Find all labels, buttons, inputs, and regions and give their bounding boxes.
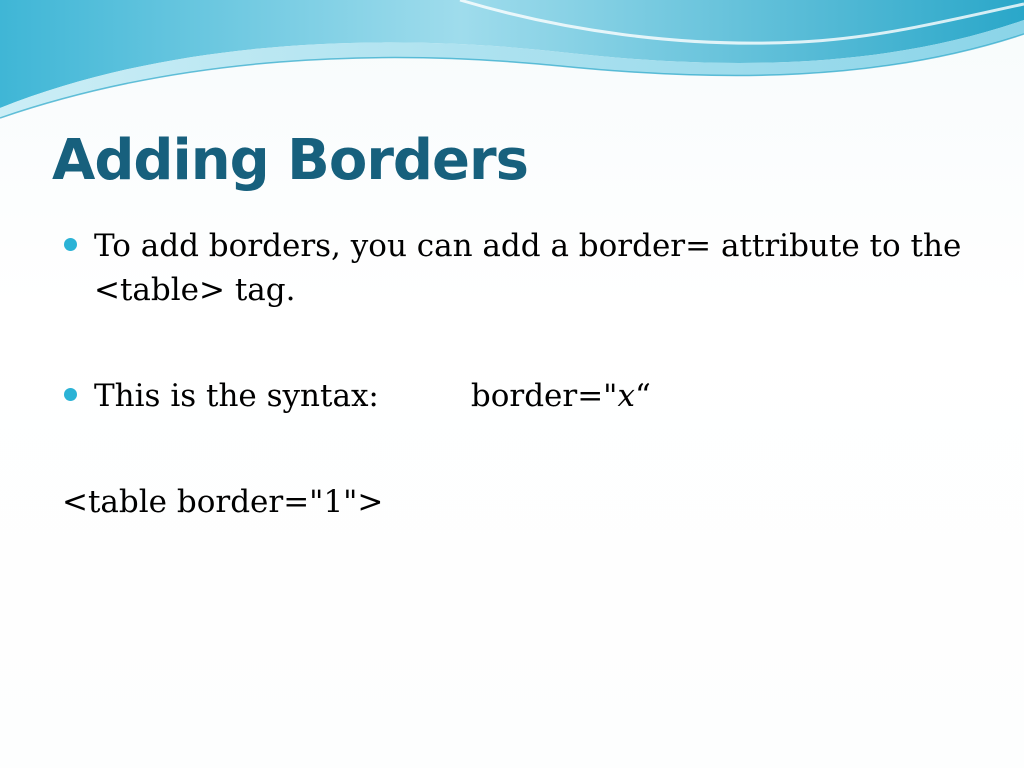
syntax-suffix: “	[634, 378, 651, 414]
slide-title: Adding Borders	[52, 128, 528, 193]
bullet-list	[60, 224, 980, 418]
bullet-lead: This is the syntax:	[94, 378, 379, 414]
bullet-text: To add borders, you can add a border= attribute to the <table> tag.	[94, 228, 962, 308]
bullet-dot-icon	[64, 238, 77, 251]
bullet-item	[60, 374, 980, 418]
syntax-variable: x	[617, 378, 635, 414]
example-code: <table border="1">	[62, 484, 384, 520]
bullet-item	[60, 224, 980, 312]
syntax-prefix: border="	[470, 378, 618, 414]
header-wave-decoration	[0, 0, 1024, 125]
bullet-dot-icon	[64, 388, 77, 401]
